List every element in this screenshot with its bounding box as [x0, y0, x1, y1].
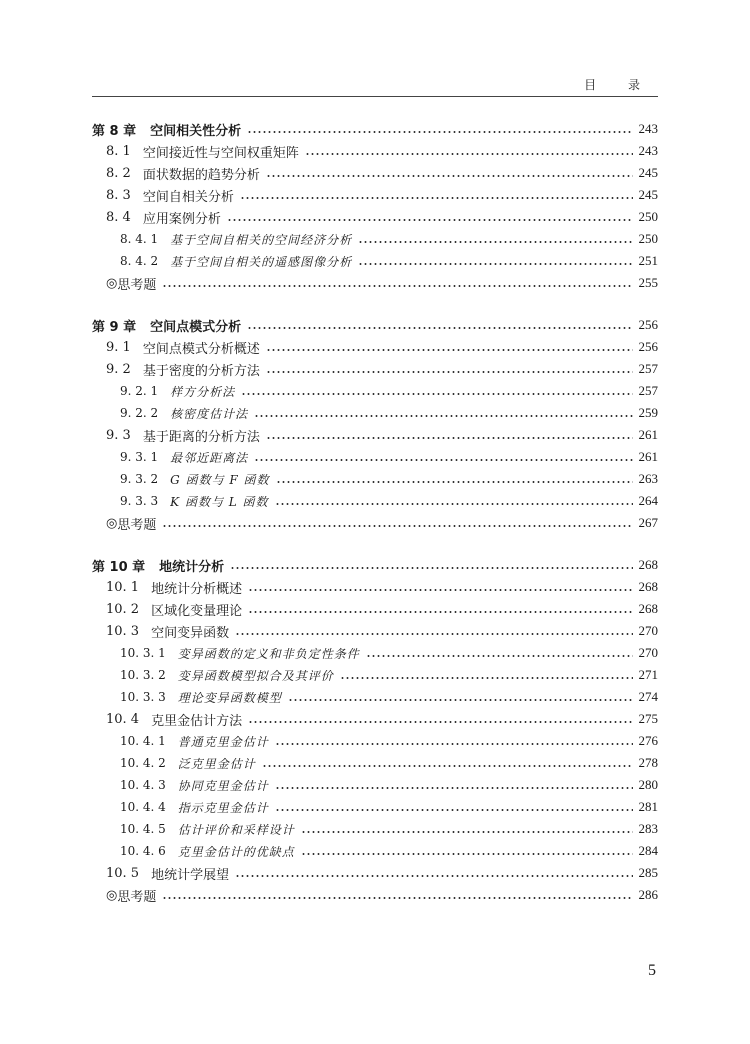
entry-number: 8. 1 [106, 143, 131, 159]
entry-number: 9. 3 [106, 427, 131, 443]
entry-title: 空间相关性分析 [150, 123, 242, 139]
entry-title: 基于密度的分析方法 [142, 363, 260, 379]
entry-title: 普通克里金估计 [177, 734, 269, 749]
entry-page: 257 [638, 361, 658, 376]
page-number: 5 [648, 962, 656, 979]
entry-number: 9. 3. 3 [120, 494, 159, 508]
toc-entry[interactable] [92, 664, 658, 686]
entry-page: 280 [638, 777, 658, 792]
toc-entry[interactable] [92, 686, 658, 708]
dot-leader [276, 481, 633, 483]
entry-title: G 函数与 F 函数 [170, 472, 270, 487]
entry-page: 250 [638, 231, 658, 246]
entry-number: 9. 1 [106, 339, 131, 355]
entry-page: 276 [638, 733, 658, 748]
entry-number: 10. 4 [106, 711, 140, 727]
entry-title: 基于空间自相关的空间经济分析 [170, 232, 353, 247]
entry-number: 10. 5 [106, 865, 140, 881]
entry-page: 270 [638, 623, 658, 638]
entry-number: 8. 3 [106, 187, 131, 203]
entry-title: 最邻近距离法 [170, 450, 249, 465]
entry-page: 283 [638, 821, 658, 836]
dot-leader [275, 809, 633, 811]
dot-leader [266, 371, 633, 373]
dot-leader [247, 327, 632, 329]
entry-number: 9. 3. 1 [120, 450, 159, 464]
dot-leader [248, 589, 632, 591]
entry-number: 10. 4. 6 [120, 844, 166, 858]
entry-number: 9. 2. 1 [120, 384, 159, 398]
entry-number: 第 9 章 [92, 319, 137, 335]
entry-page: 263 [638, 471, 658, 486]
entry-number: ◎ [106, 275, 118, 291]
entry-title: 泛克里金估计 [177, 756, 256, 771]
toc-entry[interactable] [92, 446, 658, 468]
toc-entry[interactable] [92, 598, 658, 620]
toc-entry[interactable] [92, 380, 658, 402]
toc-entry[interactable] [92, 184, 658, 206]
toc-chapter-entry[interactable] [92, 554, 658, 576]
entry-page: 250 [638, 209, 658, 224]
running-header [92, 74, 658, 97]
toc-entry[interactable] [92, 402, 658, 424]
entry-page: 278 [638, 755, 658, 770]
entry-number: 10. 3. 3 [120, 690, 166, 704]
entry-page: 286 [638, 887, 658, 902]
entry-number: 8. 4. 2 [120, 254, 159, 268]
toc-entry[interactable] [92, 162, 658, 184]
dot-leader [230, 567, 632, 569]
entry-title: K 函数与 L 函数 [170, 494, 269, 509]
entry-page: 261 [638, 427, 658, 442]
dot-leader [254, 459, 632, 461]
entry-number: 10. 4. 3 [120, 778, 166, 792]
entry-page: 257 [638, 383, 658, 398]
dot-leader [301, 831, 633, 833]
dot-leader [227, 219, 633, 221]
entry-page: 281 [638, 799, 658, 814]
header-title: 目 录 [584, 78, 654, 92]
dot-leader [262, 765, 633, 767]
dot-leader [254, 415, 632, 417]
toc-entry[interactable] [92, 818, 658, 840]
dot-leader [162, 285, 632, 287]
entry-page: 271 [638, 667, 658, 682]
entry-title: 空间接近性与空间权重矩阵 [142, 145, 299, 161]
entry-number: 10. 4. 1 [120, 734, 166, 748]
entry-page: 270 [638, 645, 658, 660]
dot-leader [162, 897, 632, 899]
entry-number: 第 8 章 [92, 123, 137, 139]
toc-entry[interactable] [92, 336, 658, 358]
entry-page: 255 [638, 275, 658, 290]
entry-number: 10. 1 [106, 579, 140, 595]
dot-leader [358, 263, 632, 265]
entry-page: 256 [638, 317, 658, 332]
entry-title: 样方分析法 [170, 384, 236, 399]
entry-title: 变异函数模型拟合及其评价 [177, 668, 334, 683]
toc-entry[interactable] [92, 468, 658, 490]
toc-entry[interactable] [92, 774, 658, 796]
toc-chapter-entry[interactable] [92, 118, 658, 140]
dot-leader [266, 349, 633, 351]
entry-number: 8. 4 [106, 209, 131, 225]
toc-entry[interactable] [92, 576, 658, 598]
entry-number: 9. 2 [106, 361, 131, 377]
entry-number: ◎ [106, 515, 118, 531]
entry-title: 思考题 [117, 277, 157, 293]
dot-leader [248, 721, 632, 723]
entry-title: 估计评价和采样设计 [177, 822, 295, 837]
entry-page: 256 [638, 339, 658, 354]
entry-page: 268 [638, 579, 658, 594]
entry-page: 261 [638, 449, 658, 464]
entry-title: 协同克里金估计 [177, 778, 269, 793]
dot-leader [275, 503, 633, 505]
entry-title: 地统计分析 [159, 559, 225, 575]
dot-leader [266, 175, 633, 177]
entry-title: 核密度估计法 [170, 406, 249, 421]
entry-title: 空间点模式分析 [150, 319, 242, 335]
entry-title: 思考题 [117, 889, 157, 905]
entry-title: 克里金估计的优缺点 [177, 844, 295, 859]
dot-leader [248, 611, 632, 613]
entry-title: 地统计学展望 [151, 867, 230, 883]
entry-page: 264 [638, 493, 658, 508]
toc-entry[interactable] [92, 228, 658, 250]
toc-questions-entry[interactable] [92, 512, 658, 534]
entry-page: 267 [638, 515, 658, 530]
toc-entry[interactable] [92, 796, 658, 818]
entry-title: 空间点模式分析概述 [142, 341, 260, 357]
toc-entry[interactable] [92, 642, 658, 664]
entry-title: 基于空间自相关的遥感图像分析 [170, 254, 353, 269]
entry-number: 10. 3 [106, 623, 140, 639]
entry-page: 284 [638, 843, 658, 858]
toc-entry[interactable] [92, 620, 658, 642]
entry-title: 应用案例分析 [142, 211, 221, 227]
entry-title: 面状数据的趋势分析 [142, 167, 260, 183]
dot-leader [162, 525, 632, 527]
entry-page: 274 [638, 689, 658, 704]
toc-entry[interactable] [92, 424, 658, 446]
dot-leader [241, 393, 632, 395]
entry-number: 10. 4. 4 [120, 800, 166, 814]
entry-number: 10. 3. 1 [120, 646, 166, 660]
toc-entry[interactable] [92, 358, 658, 380]
toc-chapter-entry[interactable] [92, 314, 658, 336]
dot-leader [358, 241, 632, 243]
entry-title: 空间变异函数 [151, 625, 230, 641]
entry-page: 251 [638, 253, 658, 268]
entry-page: 243 [638, 121, 658, 136]
entry-page: 268 [638, 601, 658, 616]
dot-leader [305, 153, 633, 155]
entry-title: 变异函数的定义和非负定性条件 [177, 646, 360, 661]
dot-leader [235, 633, 632, 635]
entry-number: 10. 3. 2 [120, 668, 166, 682]
toc-entry[interactable] [92, 730, 658, 752]
entry-title: 理论变异函数模型 [177, 690, 282, 705]
toc-entry[interactable] [92, 140, 658, 162]
dot-leader [301, 853, 633, 855]
entry-page: 245 [638, 165, 658, 180]
entry-number: 9. 3. 2 [120, 472, 159, 486]
dot-leader [275, 787, 633, 789]
toc-entry[interactable] [92, 752, 658, 774]
dot-leader [247, 131, 632, 133]
dot-leader [340, 677, 633, 679]
dot-leader [366, 655, 633, 657]
entry-page: 285 [638, 865, 658, 880]
entry-number: 10. 2 [106, 601, 140, 617]
dot-leader [240, 197, 633, 199]
entry-title: 区域化变量理论 [151, 603, 243, 619]
entry-page: 268 [638, 557, 658, 572]
dot-leader [288, 699, 633, 701]
entry-title: 空间自相关分析 [142, 189, 234, 205]
entry-title: 克里金估计方法 [151, 713, 243, 729]
toc-questions-entry[interactable] [92, 884, 658, 906]
toc-entry[interactable] [92, 862, 658, 884]
entry-title: 指示克里金估计 [177, 800, 269, 815]
entry-page: 259 [638, 405, 658, 420]
toc-entry[interactable] [92, 250, 658, 272]
dot-leader [266, 437, 633, 439]
toc-entry[interactable] [92, 708, 658, 730]
dot-leader [275, 743, 633, 745]
entry-number: 第 10 章 [92, 559, 146, 575]
dot-leader [235, 875, 632, 877]
toc-entry[interactable] [92, 490, 658, 512]
entry-number: 10. 4. 2 [120, 756, 166, 770]
entry-number: 8. 2 [106, 165, 131, 181]
entry-number: 10. 4. 5 [120, 822, 166, 836]
toc-questions-entry[interactable] [92, 272, 658, 294]
entry-page: 245 [638, 187, 658, 202]
entry-title: 地统计分析概述 [151, 581, 243, 597]
entry-title: 基于距离的分析方法 [142, 429, 260, 445]
toc-entry[interactable] [92, 840, 658, 862]
entry-number: ◎ [106, 887, 118, 903]
entry-page: 243 [638, 143, 658, 158]
entry-number: 9. 2. 2 [120, 406, 159, 420]
entry-title: 思考题 [117, 517, 157, 533]
entry-page: 275 [638, 711, 658, 726]
toc-entry[interactable] [92, 206, 658, 228]
entry-number: 8. 4. 1 [120, 232, 159, 246]
